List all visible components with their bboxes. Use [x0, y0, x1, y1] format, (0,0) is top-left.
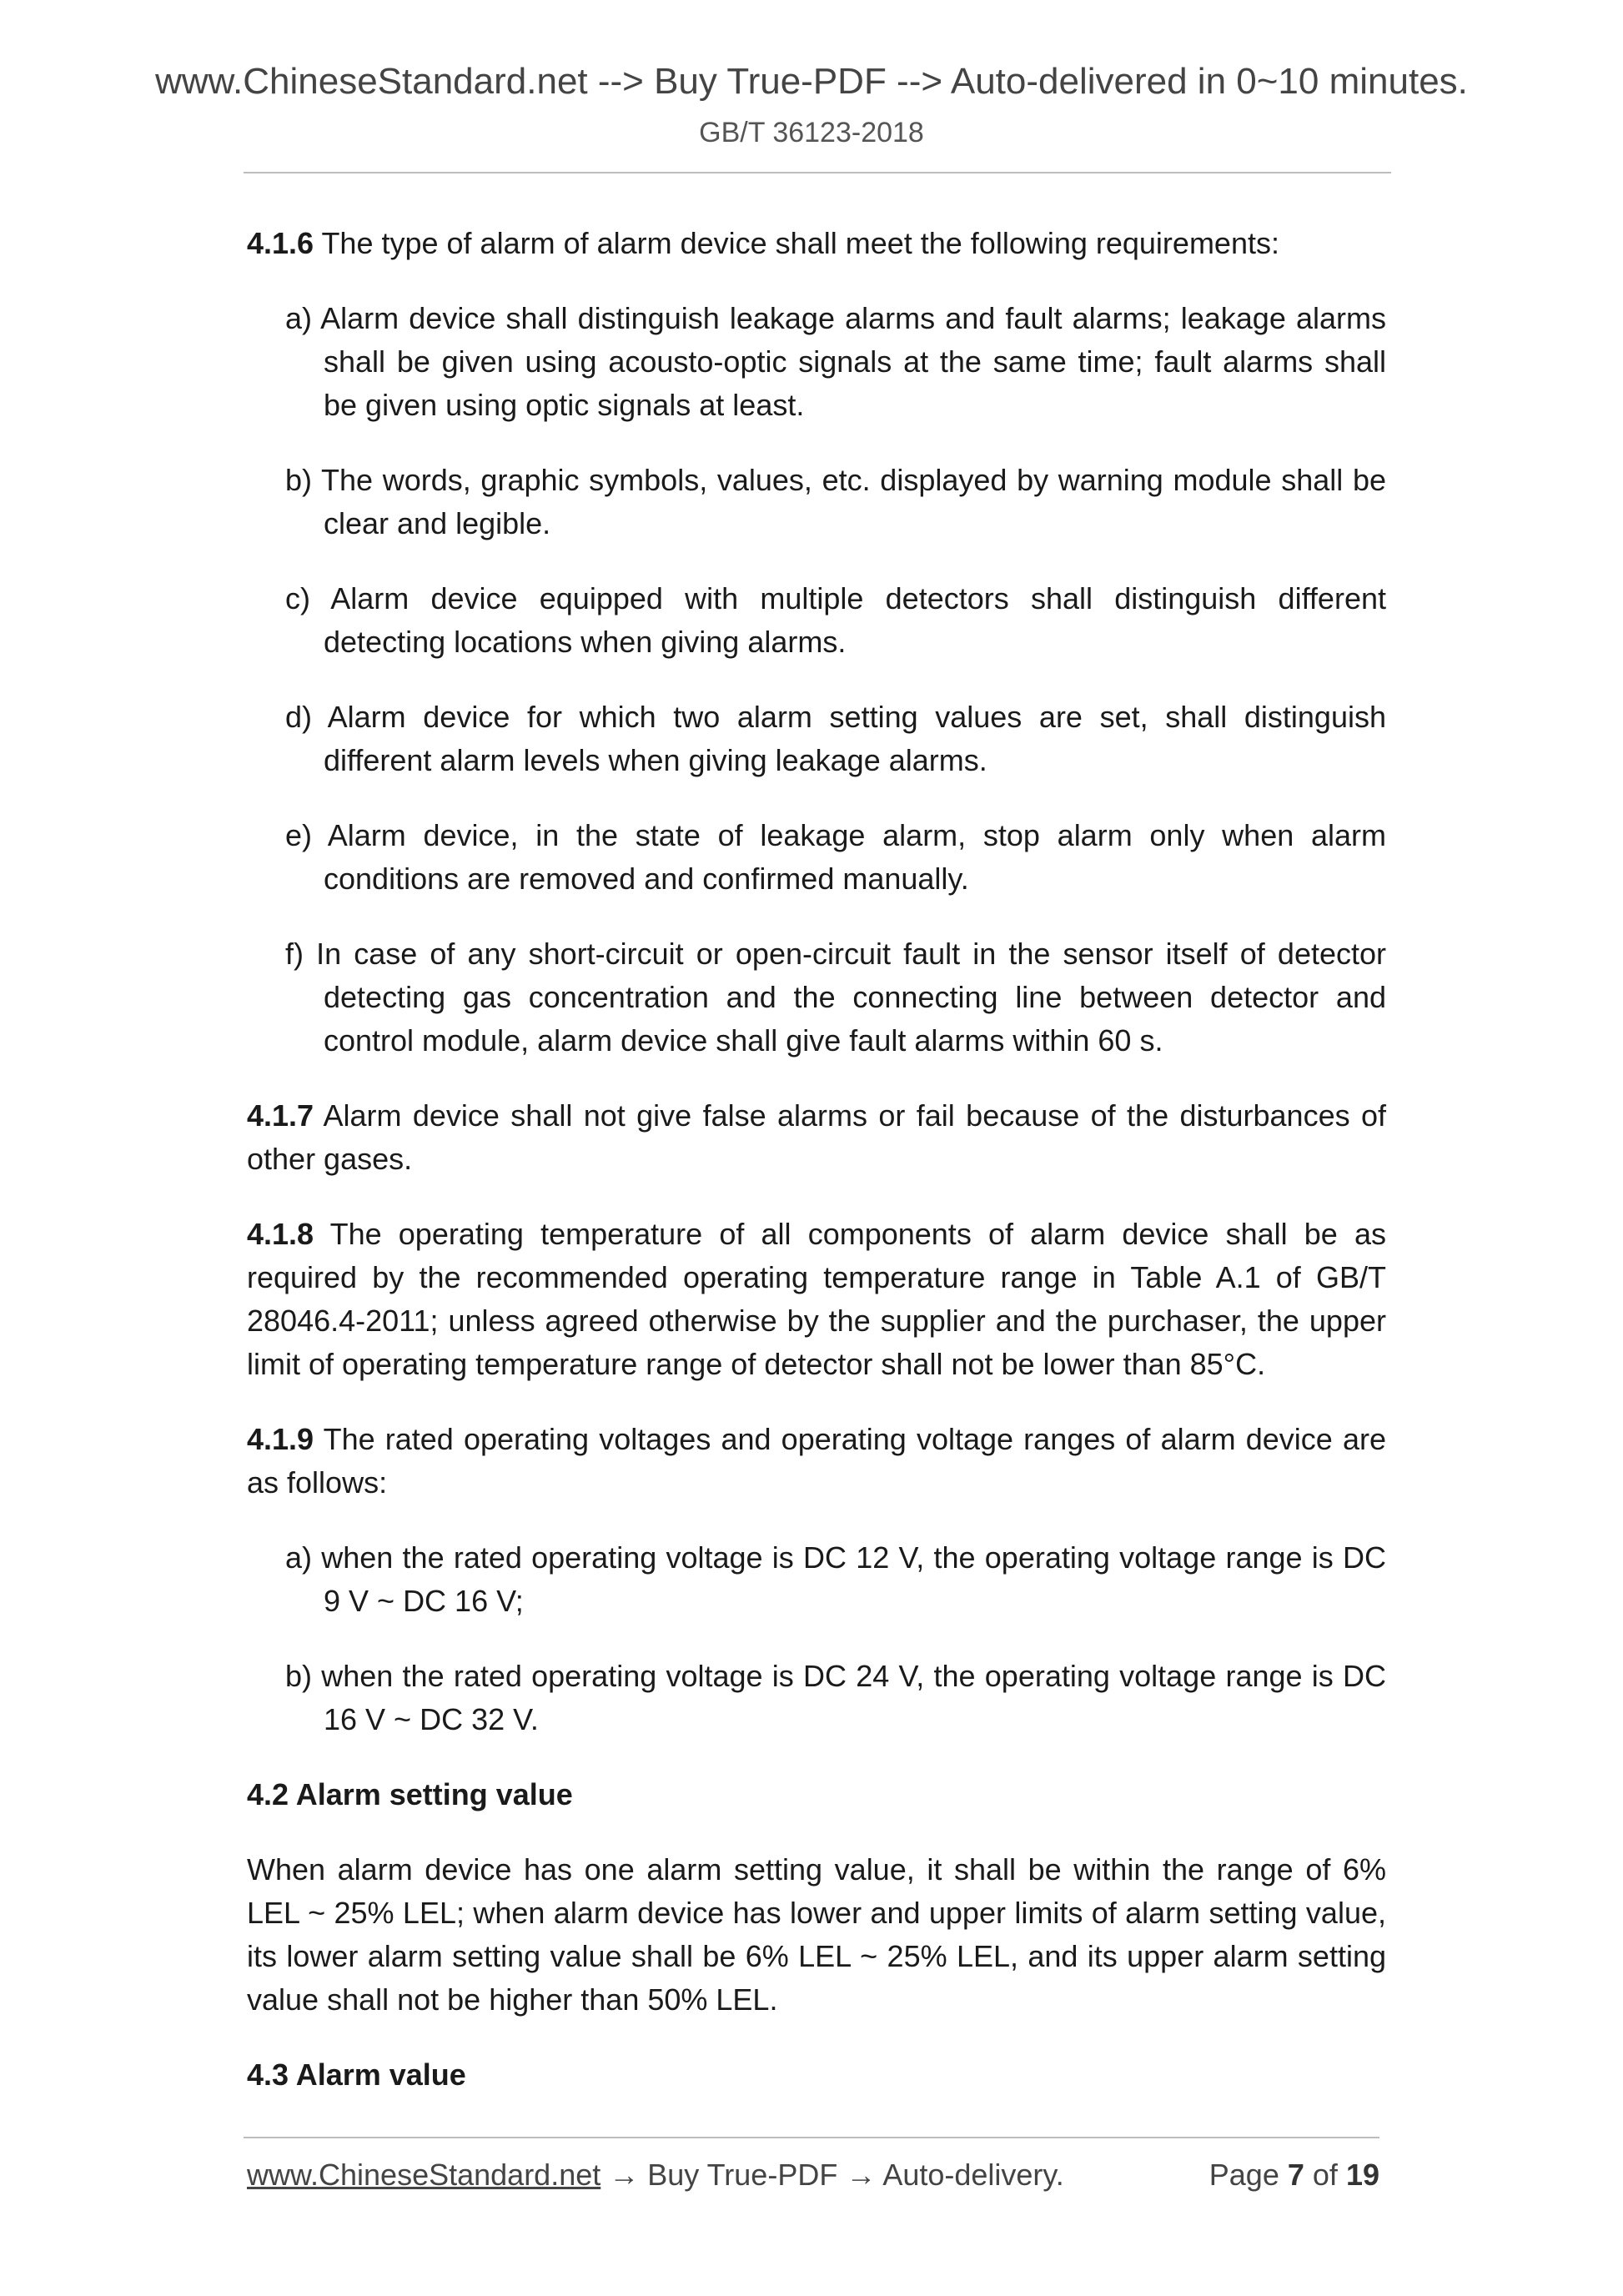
clause-4-1-6	[247, 222, 1386, 265]
section-heading-4-2: 4.2 Alarm setting value	[247, 1777, 573, 1811]
header-banner: www.ChineseStandard.net --> Buy True-PDF --> Auto-delivered in 0~10 minutes.	[155, 61, 1468, 102]
list-item: a) when the rated operating voltage is DC 12 V, the operating voltage range is DC 9 V ~ DC 16 V;	[285, 1540, 1386, 1618]
page-total: 19	[1345, 2158, 1379, 2192]
clause-number: 4.1.6	[247, 226, 314, 260]
list-item: b) The words, graphic symbols, values, etc. displayed by warning module shall be clear and legible.	[285, 463, 1386, 540]
clause-text: Alarm device shall not give false alarms or fail because of the disturbances of other gases.	[247, 1098, 1387, 1176]
page-indicator	[1209, 2160, 1379, 2190]
clause-4-1-7	[247, 1094, 1386, 1181]
footer-divider	[244, 2137, 1379, 2138]
list-item: a) Alarm device shall distinguish leakage alarms and fault alarms; leakage alarms shall be given using acousto-optic signals at the same time; fault alarms shall be given using optic signals at least.	[285, 301, 1386, 422]
clause-number: 4.1.8	[247, 1217, 314, 1251]
section-4-2-text: When alarm device has one alarm setting value, it shall be within the range of 6% LEL ~ 25% LEL; when alarm device has lower and upper limits of alarm setting value, its lower alarm setting value shall be 6% LEL ~ 25% LEL, and its upper alarm setting value shall not be higher than 50% LEL.	[247, 1852, 1386, 2017]
clause-4-1-9	[247, 1418, 1386, 1505]
clause-4-1-8	[247, 1213, 1386, 1386]
clause-number: 4.1.7	[247, 1098, 314, 1133]
footer-left	[247, 2160, 1064, 2190]
clause-text: The type of alarm of alarm device shall meet the following requirements:	[321, 226, 1279, 260]
footer-tagline: → Buy True-PDF → Auto-delivery.	[600, 2158, 1064, 2192]
standard-number: GB/T 36123-2018	[699, 117, 924, 148]
list-item: d) Alarm device for which two alarm setting values are set, shall distinguish different alarm levels when giving leakage alarms.	[285, 700, 1386, 777]
list-item: b) when the rated operating voltage is DC 24 V, the operating voltage range is DC 16 V ~ DC 32 V.	[285, 1659, 1386, 1736]
page-current: 7	[1287, 2158, 1304, 2192]
clause-text: The operating temperature of all components of alarm device shall be as required by the recommended operating temperature range in Table A.1 of GB/T 28046.4-2011; unless agreed otherwise by the supplier and the purchaser, the upper limit of operating temperature range of detector shall not be lower than 85°C.	[247, 1217, 1386, 1381]
clause-text: The rated operating voltages and operating voltage ranges of alarm device are as follows:	[247, 1422, 1386, 1500]
of-word: of	[1312, 2158, 1338, 2192]
list-item: c) Alarm device equipped with multiple detectors shall distinguish different detecting locations when giving alarms.	[285, 581, 1386, 659]
clause-number: 4.1.9	[247, 1422, 314, 1456]
header-divider	[244, 172, 1391, 173]
document-body	[247, 222, 1386, 2128]
list-item: e) Alarm device, in the state of leakage alarm, stop alarm only when alarm conditions are removed and confirmed manually.	[285, 818, 1386, 896]
section-heading-4-3: 4.3 Alarm value	[247, 2057, 466, 2092]
page-word: Page	[1208, 2158, 1279, 2192]
site-link[interactable]: www.ChineseStandard.net	[247, 2158, 601, 2192]
list-item: f) In case of any short-circuit or open-circuit fault in the sensor itself of detector detecting gas concentration and the connecting line between detector and control module, alarm device shall give fault alarms within 60 s.	[285, 937, 1386, 1058]
